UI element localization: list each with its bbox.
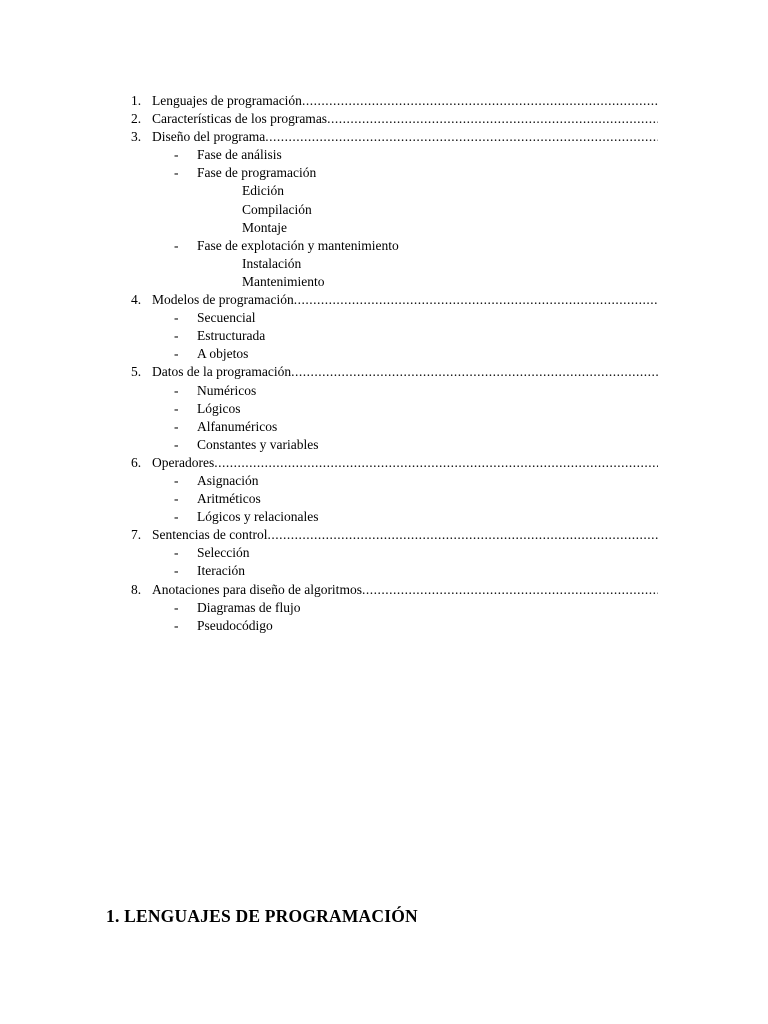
toc-main-row xyxy=(0,454,768,472)
toc-subsub-row xyxy=(0,182,768,200)
toc-subitem-label: Secuencial xyxy=(197,310,256,326)
toc-subitem-label: Diagramas de flujo xyxy=(197,599,301,615)
toc-subitem-label: Selección xyxy=(197,545,250,561)
toc-subitem-bullet: - xyxy=(174,617,179,633)
toc-subitem-label: Asignación xyxy=(197,472,259,488)
toc-subsubitem-label: Montaje xyxy=(242,219,287,235)
toc-item-number: 2. xyxy=(131,111,142,127)
toc-entry xyxy=(152,92,658,110)
toc-subitem-label: Alfanuméricos xyxy=(197,418,278,434)
toc-main-row xyxy=(0,526,768,544)
toc-sub-row xyxy=(0,382,768,400)
dot-leader xyxy=(267,526,658,544)
toc-subitem-label: A objetos xyxy=(197,346,249,362)
toc-subitem-bullet: - xyxy=(174,328,179,344)
toc-item-label: Lenguajes de programación xyxy=(152,93,302,108)
toc-subitem-bullet: - xyxy=(174,165,179,181)
toc-main-row xyxy=(0,110,768,128)
toc-subitem-label: Fase de explotación y mantenimiento xyxy=(197,237,399,253)
toc-subitem-label: Numéricos xyxy=(197,382,257,398)
toc-entry xyxy=(152,128,658,146)
toc-sub-row xyxy=(0,146,768,164)
toc-sub-row xyxy=(0,490,768,508)
toc-sub-row xyxy=(0,599,768,617)
toc-item-number: 4. xyxy=(131,292,142,308)
toc-entry xyxy=(152,526,658,544)
toc-sub-row xyxy=(0,617,768,635)
toc-subsubitem-label: Edición xyxy=(242,183,284,199)
toc-subsubitem-label: Mantenimiento xyxy=(242,273,325,289)
toc-subitem-bullet: - xyxy=(174,382,179,398)
toc-subsub-row xyxy=(0,255,768,273)
section-heading: 1. LENGUAJES DE PROGRAMACIÓN xyxy=(106,906,418,926)
toc-sub-row xyxy=(0,418,768,436)
toc-entry xyxy=(152,291,658,309)
toc-subitem-label: Lógicos y relacionales xyxy=(197,509,319,525)
toc-subitem-bullet: - xyxy=(174,509,179,525)
toc-subitem-bullet: - xyxy=(174,599,179,615)
dot-leader xyxy=(294,291,658,309)
toc-sub-row xyxy=(0,164,768,182)
toc-item-number: 1. xyxy=(131,93,142,108)
dot-leader xyxy=(362,581,658,599)
toc-main-row xyxy=(0,581,768,599)
dot-leader xyxy=(265,128,658,146)
toc-item-number: 8. xyxy=(131,581,142,597)
toc-item-number: 3. xyxy=(131,129,142,145)
toc-entry xyxy=(152,581,658,599)
toc-subitem-label: Lógicos xyxy=(197,400,241,416)
toc-subitem-bullet: - xyxy=(174,545,179,561)
dot-leader xyxy=(327,110,658,128)
table-of-contents xyxy=(0,92,768,635)
toc-item-number: 6. xyxy=(131,454,142,470)
toc-subitem-bullet: - xyxy=(174,418,179,434)
dot-leader xyxy=(291,363,658,381)
toc-main-row xyxy=(0,92,768,110)
toc-entry xyxy=(152,363,658,381)
toc-sub-row xyxy=(0,436,768,454)
toc-sub-row xyxy=(0,544,768,562)
toc-subitem-label: Fase de programación xyxy=(197,165,317,181)
toc-item-number: 7. xyxy=(131,527,142,543)
toc-sub-row xyxy=(0,327,768,345)
toc-item-label: Diseño del programa xyxy=(152,129,266,145)
toc-subsub-row xyxy=(0,219,768,237)
toc-subitem-bullet: - xyxy=(174,400,179,416)
toc-subitem-label: Aritméticos xyxy=(197,491,261,507)
toc-subitem-label: Pseudocódigo xyxy=(197,617,273,633)
toc-subsubitem-label: Compilación xyxy=(242,201,312,217)
toc-subsub-row xyxy=(0,201,768,219)
toc-main-row xyxy=(0,128,768,146)
toc-subitem-bullet: - xyxy=(174,472,179,488)
toc-main-row xyxy=(0,363,768,381)
toc-subitem-label: Iteración xyxy=(197,563,245,579)
toc-subitem-bullet: - xyxy=(174,346,179,362)
toc-item-label: Características de los programas xyxy=(152,111,328,127)
toc-sub-row xyxy=(0,237,768,255)
toc-sub-row xyxy=(0,508,768,526)
toc-item-label: Datos de la programación xyxy=(152,364,292,380)
toc-item-label: Sentencias de control xyxy=(152,527,268,543)
toc-entry xyxy=(152,454,658,472)
toc-main-row xyxy=(0,291,768,309)
dot-leader xyxy=(214,454,658,472)
toc-subitem-label: Constantes y variables xyxy=(197,436,319,452)
toc-subitem-bullet: - xyxy=(174,491,179,507)
toc-sub-row xyxy=(0,345,768,363)
toc-subitem-bullet: - xyxy=(174,436,179,452)
toc-item-number: 5. xyxy=(131,364,142,380)
toc-sub-row xyxy=(0,562,768,580)
toc-entry xyxy=(152,110,658,128)
toc-item-label: Operadores xyxy=(152,454,215,470)
toc-subitem-bullet: - xyxy=(174,563,179,579)
toc-subitem-label: Estructurada xyxy=(197,328,266,344)
toc-sub-row xyxy=(0,400,768,418)
toc-subsubitem-label: Instalación xyxy=(242,255,302,271)
toc-item-label: Modelos de programación xyxy=(152,292,294,308)
toc-subsub-row xyxy=(0,273,768,291)
toc-item-label: Anotaciones para diseño de algoritmos xyxy=(152,581,362,597)
toc-subitem-bullet: - xyxy=(174,237,179,253)
toc-subitem-label: Fase de análisis xyxy=(197,147,282,163)
toc-subitem-bullet: - xyxy=(174,310,179,326)
toc-subitem-bullet: - xyxy=(174,147,179,163)
dot-leader xyxy=(302,92,658,110)
toc-sub-row xyxy=(0,309,768,327)
toc-sub-row xyxy=(0,472,768,490)
